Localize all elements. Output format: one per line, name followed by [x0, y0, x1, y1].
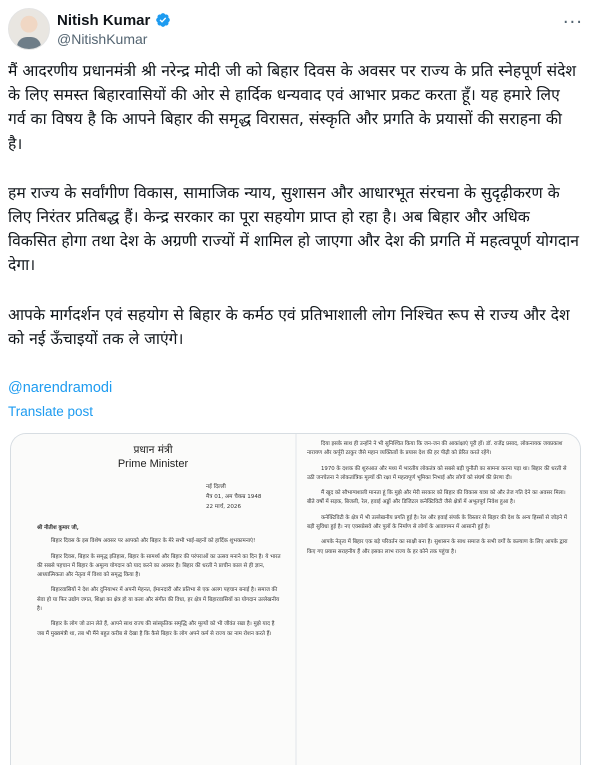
letterhead-title: प्रधान मंत्री — [133, 444, 173, 456]
translate-post-link[interactable]: Translate post — [8, 404, 94, 419]
letter-paragraph: मैं खुद को सौभाग्यशाली मानता हूं कि मुझे और मेरी सरकार को बिहार की विकास यात्रा को और तेज गति देने का अवसर मिला। बीते वर्षों में सड़क, बिजली, रेल, हवाई अड्डों और डिजिटल कनेक्टिविटी जैसे क्षेत्रों में अभूतपूर्व निवेश हुआ है। — [307, 490, 566, 506]
tweet-paragraph: हम राज्य के सर्वांगीण विकास, सामाजिक न्याय, सुशासन और आधारभूत संरचना के सुदृढ़ीकरण के लिए निरंतर प्रतिबद्ध हैं। केन्द्र सरकार का पूरा सहयोग प्राप्त हो रहा है। अब बिहार और अधिक विकसित होगा तथा देश के अग्रणी राज्यों में शामिल हो जाएगा और देश की प्रगति में महत्वपूर्ण योगदान देगा। — [8, 182, 579, 275]
letter-paragraph: आपके नेतृत्व में बिहार एक बड़े परिवर्तन का साक्षी बना है। सुशासन के साथ समाज के सभी वर्गों के कल्याण के लिए आपके द्वारा किए गए प्रयास सराहनीय हैं और इसका लाभ राज्य के हर कोने तक पहुंचा है। — [307, 539, 568, 555]
letter-paragraph: कनेक्टिविटी के क्षेत्र में भी उल्लेखनीय प्रगति हुई है। रेल और हवाई संपर्क के विस्तार से बिहार की देश के अन्य हिस्सों से जोड़ने में बड़ी सुविधा हुई है। नए एक्सप्रेसवे और पुलों के निर्माण से लोगों के आवागमन में आसानी हुई है। — [307, 514, 567, 531]
author-name-row — [57, 10, 171, 30]
letter-place: नई दिल्ली — [206, 484, 226, 490]
letter-page-1 — [11, 434, 295, 765]
author-handle[interactable]: @NitishKumar — [57, 31, 148, 47]
attached-letter-image[interactable] — [10, 433, 581, 765]
letter-date: 22 मार्च, 2026 — [206, 504, 242, 510]
letter-paragraph: 1970 के दशक की शुरुआत और मध्य में भारतीय लोकतंत्र को सबसे बड़ी चुनौती का सामना करना पड़ा था। बिहार की धरती से उठी जनचेतना ने लोकतांत्रिक मूल्यों की रक्षा में महत्वपूर्ण भूमिका निभाई और लोगों को संघर्ष की प्रेरणा दी। — [307, 465, 567, 481]
letterhead-subtitle: Prime Minister — [117, 458, 189, 470]
letter-paragraph: बिहार के लोग जो ठान लेते हैं, आपने साथ राज्य की सांस्कृतिक समृद्धि और मूल्यों को भी जीवंत रखा है। मुझे याद है जब मैं मुख्यमंत्री था, तब भी मैंने बहुत करीब से देखा है कि कैसे बिहार के लोग अपने कर्म से राज्य का नाम रोशन करते हैं। — [37, 621, 275, 637]
avatar-shoulders — [17, 37, 41, 50]
mention-link[interactable]: @narendramodi — [8, 380, 113, 396]
letter-salutation: श्री नीतीश कुमार जी, — [37, 525, 79, 531]
tweet-header — [8, 6, 583, 52]
letter-body-continued — [307, 440, 573, 563]
letter-paragraph: बिहारवासियों ने देश और दुनियाभर में अपनी मेहनत, ईमानदारी और प्रतिभा से एक अलग पहचान बनाई है। समाज की सेवा हो या फिर उद्योग जगत, शिक्षा का क्षेत्र हो या कला और संगीत की विधा, हर क्षेत्र में बिहारवासियों का योगदान उल्लेखनीय है। — [37, 587, 280, 613]
tweet-paragraph: आपके मार्गदर्शन एवं सहयोग से बिहार के कर्मठ एवं प्रतिभाशाली लोग निश्चित रूप से राज्य और देश को नई ऊँचाइयों तक ले जाएंगे। — [8, 304, 570, 348]
more-options-icon[interactable]: ··· — [562, 12, 583, 33]
letter-paragraph: दिया इसके साथ ही उन्होंने ने भी सुनिश्चित किया कि जन-जन की आकांक्षाएं पूरी हों। डॉ. राजेंद्र प्रसाद, लोकनायक जयप्रकाश नारायण और कर्पूरी ठाकुर जैसे महान व्यक्तित्वों के प्रयास देश की हर पीढ़ी को प्रेरित करते रहेंगे। — [307, 441, 563, 457]
letter-paragraph: बिहार दिवस, बिहार के समृद्ध इतिहास, बिहार के सामर्थ्य और बिहार की परंपराओं का उत्सव मनाने का दिन है। ये भारत की सबसे पहचान में बिहार के अमूल्य योगदान को याद करने का अवसर है। बिहार की धरती ने प्राचीन काल से ही ज्ञान, आध्यात्मिकता और नेतृत्व में विश्व को समृद्ध किया है। — [37, 553, 281, 579]
letter-ref: मैत्र 01, अम चैकम्र 1948 — [206, 494, 262, 500]
letter-page-2 — [297, 434, 580, 765]
letter-paragraph: बिहार दिवस के इस विशेष अवसर पर आपको और बिहार के मेरे सभी भाई-बहनों को हार्दिक शुभकामनाएं! — [51, 538, 256, 545]
letter-meta — [206, 482, 262, 512]
tweet-paragraph: मैं आदरणीय प्रधानमंत्री श्री नरेन्द्र मोदी जी को बिहार दिवस के अवसर पर राज्य के प्रति स्नेहपूर्ण संदेश के लिए समस्त बिहारवासियों की ओर से हार्दिक धन्यवाद एवं आभार प्रकट करता हूँ। यह हमारे लिए गर्व का विषय है कि आपने बिहार की समृद्ध विरासत, संस्कृति और प्रगति के प्रयासों की सराहना की है। — [8, 61, 577, 153]
tweet-body — [8, 59, 580, 376]
letter-body — [37, 524, 281, 645]
verified-badge-icon — [155, 12, 171, 28]
avatar[interactable] — [8, 8, 50, 50]
author-name[interactable]: Nitish Kumar — [57, 11, 151, 29]
